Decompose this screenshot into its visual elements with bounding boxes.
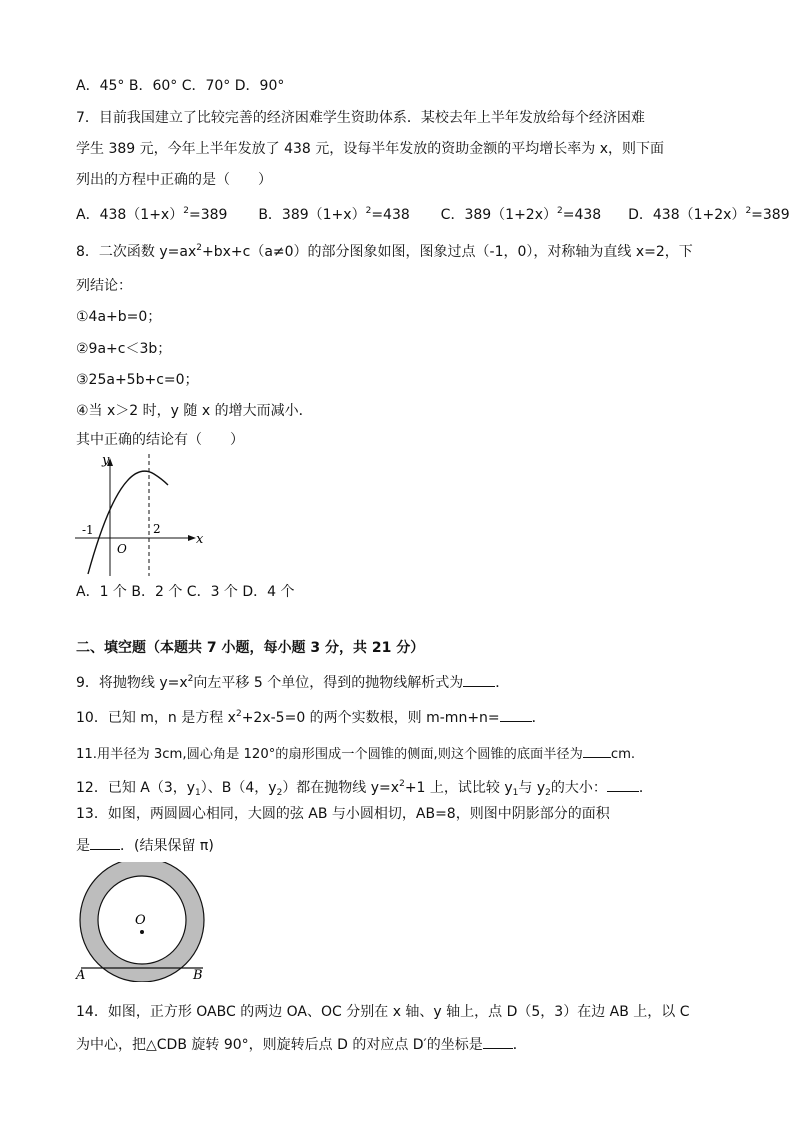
q8-conclusion-4: ④当 x＞2 时，y 随 x 的增大而减小．: [76, 403, 313, 419]
graph-y-label: y: [102, 453, 110, 468]
q13-concentric-circles-figure: [72, 862, 212, 982]
point-a-label: A: [76, 968, 86, 982]
q10-answer-blank: [500, 707, 532, 722]
q13-line1: 13．如图，两圆圆心相同，大圆的弦 AB 与小圆相切，AB=8，则图中阴影部分的面积: [76, 806, 610, 822]
graph-x-label: x: [196, 532, 204, 547]
q7-line3: 列出的方程中正确的是（ ）: [76, 172, 272, 188]
q8-line2: 列结论：: [76, 278, 132, 294]
section-2-title: 二、填空题（本题共 7 小题，每小题 3 分，共 21 分）: [76, 640, 425, 656]
center-label: O: [135, 913, 146, 928]
q11-answer-blank: [583, 743, 611, 758]
q8-parabola-graph: [72, 452, 212, 577]
q11: 11.用半径为 3cm,圆心角是 120°的扇形围成一个圆锥的侧面,则这个圆锥的底面半径为 cm.: [76, 743, 635, 765]
q12: 12．已知 A（3，$y_1$）、B（4，$y_2$）都在抛物线 $y=x^2+1$ 上，试比较 $y_1$与 $y_2$的大小： ．: [76, 779, 653, 798]
graph-neg-one-label: -1: [82, 523, 94, 537]
q12-answer-blank: [607, 777, 639, 792]
q7-option-a: A．438（1+x）: [76, 207, 184, 223]
q7-option-d: D．438（1+2x）: [628, 207, 746, 223]
q8-conclusion-2: ②9a+c＜3b；: [76, 341, 172, 357]
graph-two-label: 2: [153, 522, 161, 536]
q7-option-b: B．389（1+x）: [258, 207, 366, 223]
q14-line2: 为中心，把△CDB 旋转 90°，则旋转后点 D 的对应点 D′的坐标是 ．: [76, 1034, 527, 1055]
q13-answer-blank: [90, 835, 120, 850]
q8-options: A．1 个 B．2 个 C．3 个 D．4 个: [76, 584, 295, 600]
q8-line1: 8．二次函数 $y=ax^2+bx+c(a\ne 0)$的部分图象如图，图象过点（-1，0），对称轴为直线 x=2，下: [76, 243, 693, 260]
q7-line2: 学生 389 元，今年上半年发放了 438 元，设每半年发放的资助金额的平均增长率为 x，则下面: [76, 141, 664, 157]
q13-line2: 是 ．(结果保留 π): [76, 835, 214, 856]
center-point: [140, 930, 144, 934]
q9: 9．将抛物线 $y=x^2$向左平移 5 个单位，得到的抛物线解析式为 ．: [76, 674, 510, 691]
q7-option-c: C．389（1+2x）: [440, 207, 557, 223]
q8-question: 其中正确的结论有（ ）: [76, 432, 244, 448]
q7-line1: 7．目前我国建立了比较完善的经济困难学生资助体系．某校去年上半年发放给每个经济困难: [76, 110, 645, 126]
q8-conclusion-3: ③25a+5b+c=0；: [76, 372, 199, 388]
q8-conclusion-1: ①4a+b=0；: [76, 309, 162, 325]
graph-origin-label: O: [117, 542, 127, 556]
q14-answer-blank: [483, 1034, 513, 1049]
q6-options: A．45° B．60° C．70° D．90°: [76, 78, 285, 94]
point-b-label: B: [193, 968, 203, 982]
q14-line1: 14．如图，正方形 OABC 的两边 OA、OC 分别在 x 轴、y 轴上，点 D（5，3）在边 AB 上，以 C: [76, 1004, 690, 1020]
q9-answer-blank: [463, 672, 495, 687]
q7-options: A．$438(1+x)^2=389$ B．$389(1+x)^2=438$ C．$389(1+2x)^2=438$ D．$438(1+2x)^2=389$: [76, 206, 790, 223]
q10: 10．已知 m，n 是方程 $x^2+2x-5=0$ 的两个实数根，则 m-mn+n= ．: [76, 709, 546, 726]
